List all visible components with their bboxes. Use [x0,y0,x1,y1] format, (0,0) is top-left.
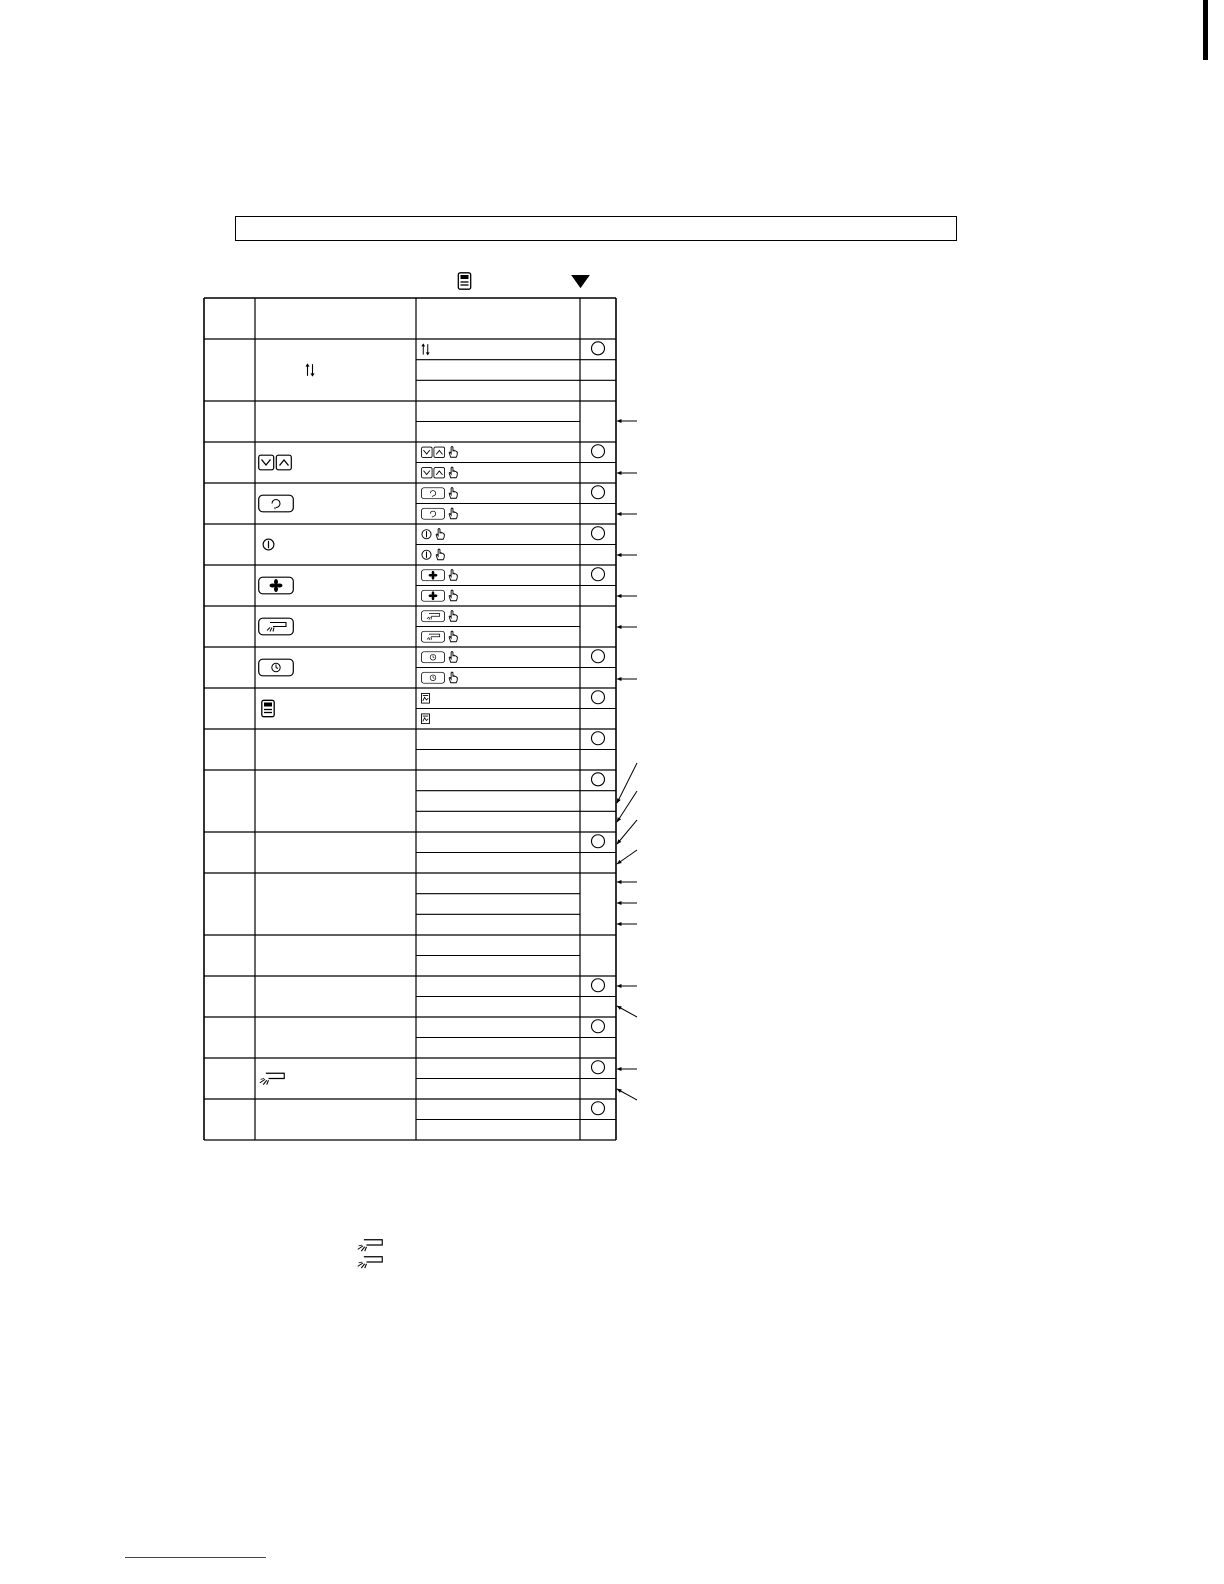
remote-controller-icon [262,700,274,716]
remote-small-icon [422,693,430,703]
annotation-arrow [617,791,637,822]
table-row [259,650,605,684]
annotation-arrow [617,763,637,803]
louver-button-icon [421,611,444,622]
mode-button-icon [421,488,444,499]
down-triangle-icon [571,275,590,288]
table-row [592,1102,605,1115]
check-circle [592,445,605,458]
press-hand-icon [449,590,457,601]
louver-icon [358,1240,383,1251]
press-hand-icon [449,611,457,622]
temperature-down-up-buttons-icon [259,455,292,470]
press-hand-icon [449,508,457,519]
annotation-arrow [617,1089,637,1100]
check-circle [592,342,605,355]
press-hand-icon [436,549,444,560]
louver-button-icon [259,618,294,635]
power-icon [422,550,431,559]
timer-button-icon [421,672,444,683]
mode-button-icon [421,508,444,519]
temperature-down-up-icon [421,468,444,478]
check-circle [592,773,605,786]
annotation-arrow [617,1006,637,1017]
table-row [592,979,605,992]
check-circle [592,1102,605,1115]
table-row [592,1020,605,1033]
check-circle [592,691,605,704]
check-circle [592,979,605,992]
timer-button-icon [421,652,444,663]
temperature-down-up-icon [421,447,444,457]
timer-button-icon [259,659,294,676]
annotation-arrow [617,850,637,864]
table-row [592,732,605,745]
press-hand-icon [449,631,457,642]
table-title-icons [458,273,590,289]
table-row [259,486,605,520]
annotation-arrows [617,421,637,1100]
up-down-arrows-icon [421,343,429,355]
check-circle [592,486,605,499]
press-hand-icon [449,570,457,581]
mode-button-icon [259,495,294,512]
annotation-arrow [617,820,637,844]
press-hand-icon [436,529,444,540]
check-circle [592,650,605,663]
footer-notes [358,1240,383,1268]
check-circle [592,568,605,581]
fan-button-icon [421,590,444,601]
table-row [592,773,605,786]
press-hand-icon [449,672,457,683]
table-row [259,445,605,478]
louver-button-icon [421,631,444,642]
power-icon [263,539,274,550]
remote-small-icon [422,714,430,724]
table-row [260,1061,605,1085]
procedure-table [204,298,616,1140]
fan-button-icon [259,577,294,594]
table-row [592,835,605,848]
remote-controller-icon [458,273,470,289]
power-icon [422,530,431,539]
table-row [259,568,605,602]
check-circle [592,835,605,848]
press-hand-icon [449,467,457,478]
louver-icon [358,1257,383,1268]
louver-icon [260,1073,285,1084]
press-hand-icon [449,652,457,663]
check-circle [592,1061,605,1074]
check-circle [592,1020,605,1033]
table-row [262,691,605,724]
press-hand-icon [449,488,457,499]
check-circle [592,732,605,745]
table-row [263,527,604,560]
fan-button-icon [421,570,444,581]
check-circle [592,527,605,540]
press-hand-icon [449,447,457,458]
up-down-arrows-icon [305,363,314,376]
